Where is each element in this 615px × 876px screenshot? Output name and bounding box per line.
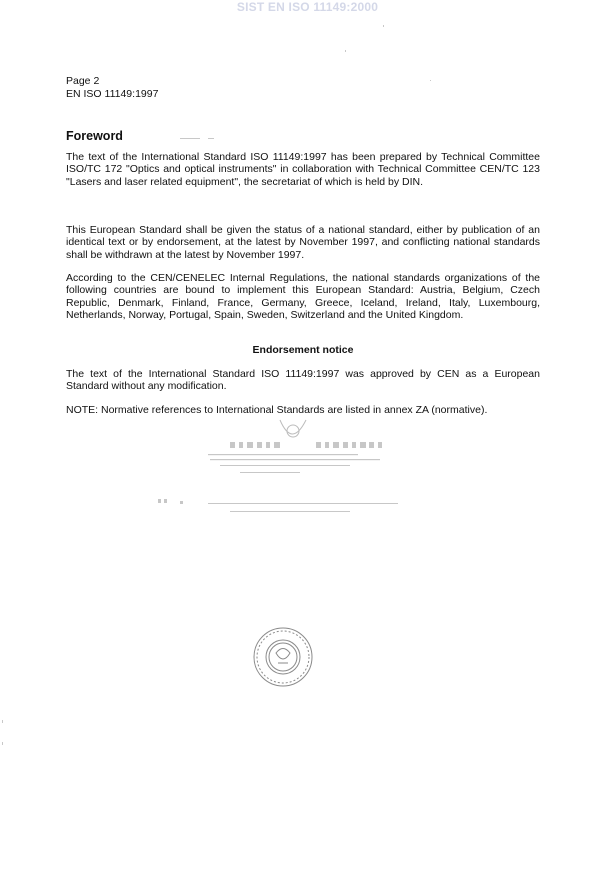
watermark: SIST EN ISO 11149:2000 (236, 0, 379, 14)
page-label: Page 2 (66, 75, 100, 87)
foreword-paragraph-2: This European Standard shall be given the status of a national standard, either by publication of an identical text or by endorsement, at the latest by November 1997, and conflicting national standards shall be withdrawn at the latest by November 1997. (66, 224, 540, 261)
endorsement-heading: Endorsement notice (252, 344, 354, 356)
endorsement-paragraph: The text of the International Standard ISO 11149:1997 was approved by CEN as a European Standard without any modification. (66, 368, 540, 393)
foreword-paragraph-3: According to the CEN/CENELEC Internal Regulations, the national standards organizations of the following countries are bound to implement this European Standard: Austria, Belgium, Czech Republic, Denmark, Finland, France, Germany, Greece, Iceland, Ireland, Italy, Luxembourg, Netherlands, Norway, Portugal, Spain, Sweden, Switzerland and the United Kingdom. (66, 272, 540, 321)
normative-note: NOTE: Normative references to International Standards are listed in annex ZA (normative). (66, 404, 488, 416)
foreword-paragraph-1: The text of the International Standard ISO 11149:1997 has been prepared by Technical Committee ISO/TC 172 "Optics and optical instruments" in collaboration with Technical Committee CEN/TC 123 "Lasers and laser related equipment", the secretariat of which is held by DIN. (66, 151, 540, 188)
foreword-heading: Foreword (66, 129, 123, 143)
document-code: EN ISO 11149:1997 (66, 88, 159, 100)
